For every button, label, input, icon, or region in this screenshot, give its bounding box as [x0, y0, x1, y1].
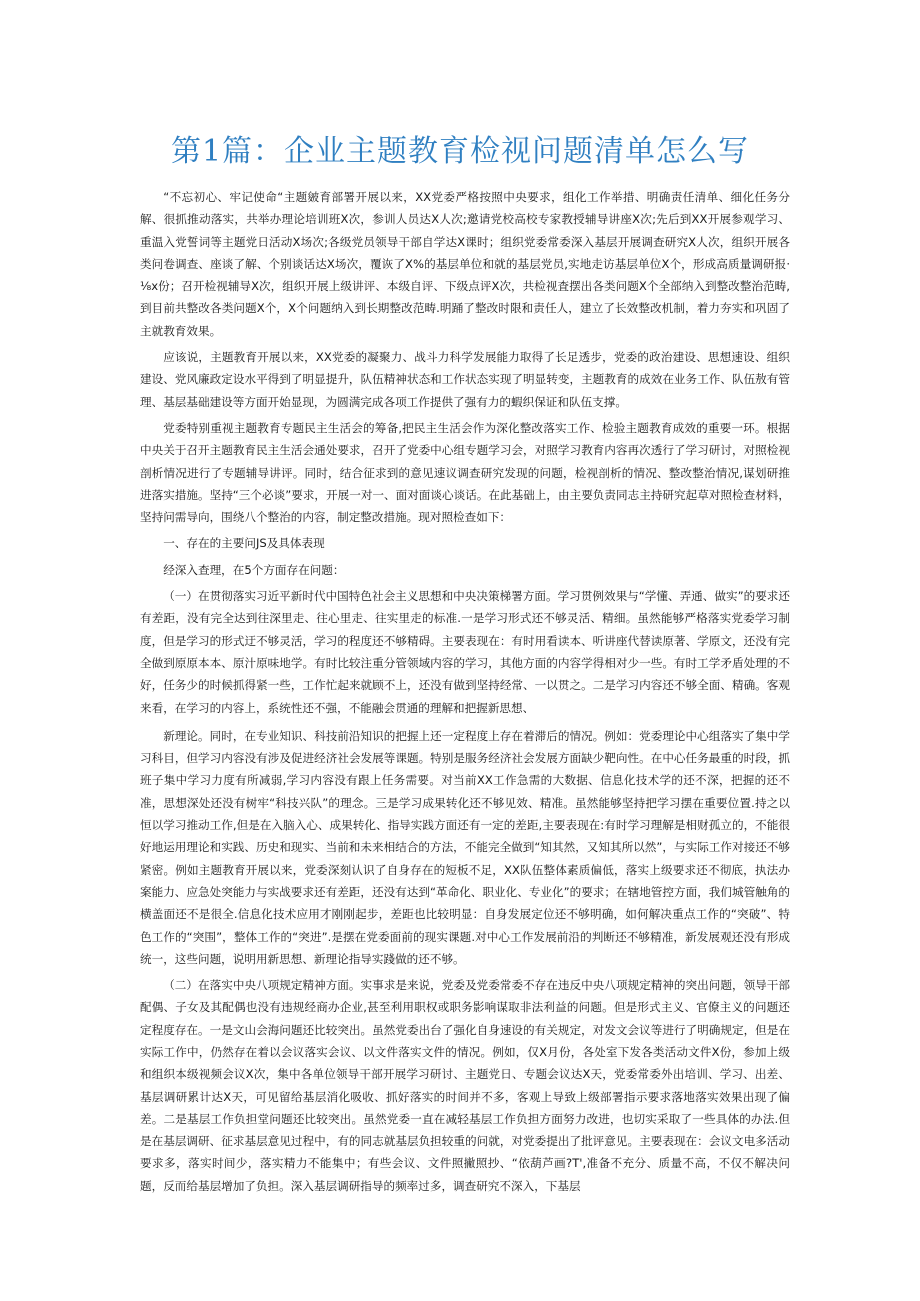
preparation-paragraph: 党委特别重视主题教育专题民主生活会的筹备,把民主生活会作为深化整改落实工作、检验主题教育成效的重要一环。根据中央关于召开主题教育民主生活会通处要求，召开了党委中心组专题学习会，对照学习教育内容再次透行了学习研讨，对照检视剖析情况进行了专题辅导讲评。同时，结合征求到的意见速议调查研究发现的问题，检视剖析的情况、整改整治情况,谋划研推进落实措施。坚持“三个必谈”要求，开展一对一、面对面谈心谈话。在此基础上，由主要负责同志主持研究起草对照检查材料，坚持问需导向，围绕八个整治的内容，制定整改措施。现对照检查如下： [140, 420, 790, 525]
intro-paragraph: “不忘初心、牢记使命“主题皴育部署开展以来，XX党委严格按照中央要求，组化工作举措、明确责任清单、细化任务分解、很抓推动落实，共举办理论培训班X次，参训人员达X人次;邀请党校高校专家教授辅导讲座X次;先后到XX开展参观学习、重温入党誓词等主题党日活动X场次;各级党员领导干部自学达X课时；组织党委常委深入基层开展调查研究X人次，组织开展各类问卷调查、座谈了解、个别谈话达X场次，覆诙了X%的基层单位和就的基层党员,实地走访基层单位X个，形成高质量调研报·⅛x份；召开检视辅导X次，组织开展上级讲评、本级自评、下级点评X次，共检视査摆出各类问题X个全部纳入到整改整治范畴,到目前共整改各类问题X个，X个问题纳入到长期整改范畴.明踊了整改时限和责任人，建立了长效整改机制，着力夯实和巩固了主就教育效果。 [140, 190, 790, 338]
section-lead: 经深入查理，在5个方面存在问题： [163, 562, 345, 577]
assessment-paragraph: 应该说，主题教育开展以来，XX党委的凝聚力、战斗力科学发展能力取得了长足透步，党委的政治建设、思想速设、组织建设、党风廉政定设水平得到了明显提升，队伍精神状态和工作状态实现了明显转变，主题教育的成效在业务工作、队伍敖有管理、基层基础建设等方面开始显现，为圆满完成各项工作提供了强有力的蝦织保证和队伍支撑。 [140, 350, 790, 409]
issue-1-paragraph: （一）在贯彻落实习近平新时代中国特色社会主义思想和中央决策梯署方面。学习贯例效果与“学懂、弄通、做实”的要求还有差距，没有完全达到往深里走、往心里走、往实里走的标准.一是学习形式还不够灵活、精细。虽然能够严格落实党委学习制度，但是学习的形式迂不够灵活，学习的程度还不够精碍。主要表现在：有时用看读本、听讲座代替读原著、学原文，还没有完全做到原原本本、原汁原味地学。有时比较注重分管领域内容的学习，其他方面的内容学得相对少一些。有时工学矛盾处理的不好，任务少的时候抓得紧一些，工作忙起来就顾不上，还没有做到坚持经常、一以贯之。二是学习内容还不够全面、精确。客观来看，在学习的内容上，系统性还不强，不能融会贯通的理解和把握新思想、 [140, 589, 790, 715]
page-title: 第1篇：企业主题教育检视问题清单怎么写 [170, 134, 750, 169]
document-body [140, 186, 790, 1201]
issue-1-continued-paragraph: 新理论。同时，在专业知识、科技前沿知识的把握上还一定程度上存在着滞后的情况。例如：党委理论中心组落实了集中学习科目，但学习内容没有涉及促进经济社会发展等课题。特别是服务经济社会发展方面缺少靶向性。在中心任务最重的时段，抓班子集中学习力度有所减弱,学习内容没有跟上任务需要。对当前XX工作急需的大数据、信息化技术学的还不深，把握的还不准，思想深处还没有树牢“科技兴队”的理念。三是学习成果转化还不够见效、精准。虽然能够坚持把学习摆在重要位置.持之以恒以学习推动工作,但是在入脑入心、成果转化、指导实践方面还有一定的差距,主要表现在:有时学习理解是相财孤立的，不能很好地运用理论和实践、历史和现实、当前和未来相结合的方法，不能完全做到“知其然，又知其所以然”，与实际工作对接还不够紧密。例如主题教育开展以来，党委深刻认识了自身存在的短板不足，XX队伍整体素质偏低，落实上级要求还不彻底，执法办案能力、应急处突能力与实战要求还有差距，还没有达到“革命化、职业化、专业化”的要求；在辖地管控方面，我们城管触角的横盖面还不是很全.信息化技术应用才刚刚起步，差距也比较明显：自身发展定位还不够明确，如何解决重点工作的“突破”、特色工作的“突围”，整体工作的“突进”.是摆在党委面前的现实课题.对中心工作发展前沿的判断还不够精准，新发展观还没有形成统一，这些问题，说明用新思想、新理论指导实踐做的还不够。 [140, 728, 790, 966]
section-heading: 一、存在的主要问JS及具体表现 [163, 536, 325, 551]
issue-2-paragraph: （二）在落实中央八项规定精神方面。实事求是来说，党委及党委常委不存在违反中央八项规定精神的突出问题，领导干部配偶、子女及其配偶也没有违规经商办企业,甚至利用职权或职务影响谋取非法利益的问题。但是形式主义、官僚主义的问题还定程度存在。一是文山会海问题还比较突出。虽然党委出台了强化自身速设的有关规定，对发文会议等进行了明确规定，但是在实际工作中，仍然存在着以会议落实会议、以文件落实文件的情况。例如，仅X月份，各处室下发各类活动文件X份，参加上级和组织本级视频会议X次，集中各单位领导干部开展学习研讨、主题党日、专题会议达X天，党委常委外出培训、学习、出差、基层调研累计达X天，可见留给基层消化吸收、抓好落实的时间并不多，客观上导致上级部署指示要求落地落实效果出现了偏差。二是基层工作负担堂问题还比较突出。虽然党委一直在减轻基层工作负担方面努力改进，也切实采取了一些具体的办法.但是在基层调研、征求基层意见过程中，有的同志就基层负担较重的问就，对党委提出了批评意见。主要表现在：会议文电多活动要求多，落实时间少，落实精力不能集中；有些会议、文件照撇照抄、“依葫芦画?T',准备不充分、质量不高，不仅不解决问题，反而给基层增加了负担。深入基层调研指导的频率过多，调查研究不深入，下基层 [140, 978, 790, 1193]
